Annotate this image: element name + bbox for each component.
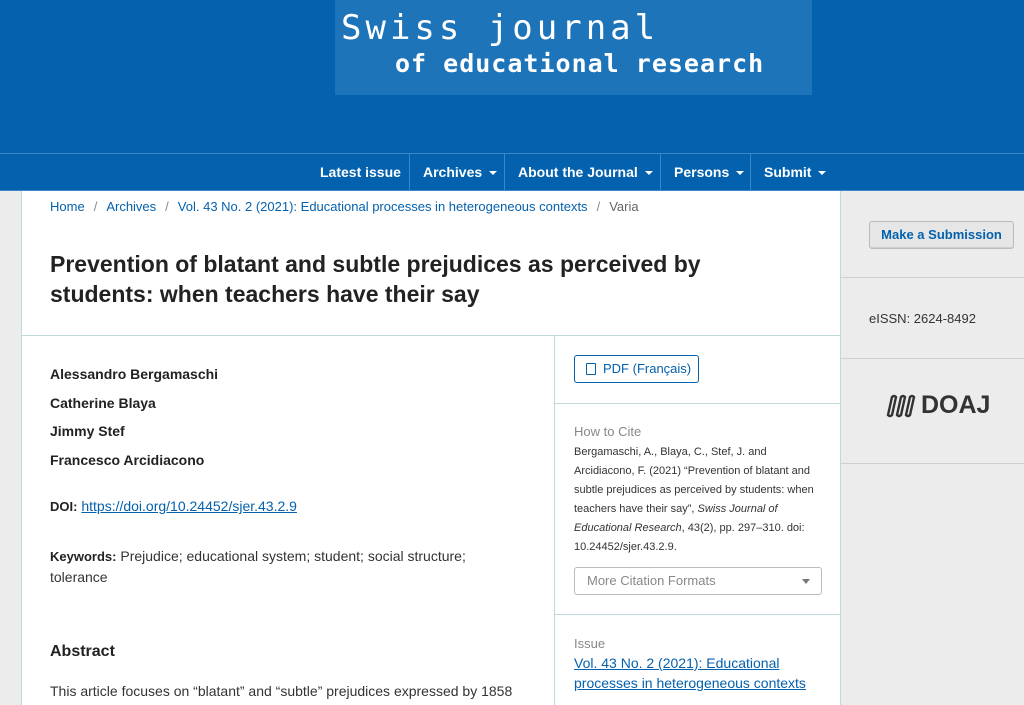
issue-label: Issue [574,636,606,651]
breadcrumb-issue[interactable]: Vol. 43 No. 2 (2021): Educational processes in heterogeneous contexts [177,199,588,214]
pdf-download-button[interactable] [574,355,699,383]
nav-separator [504,154,505,191]
main-content [21,191,841,705]
breadcrumb-archives[interactable]: Archives [106,199,157,214]
doi [50,498,297,514]
divider [555,614,841,615]
keywords-value: Prejudice; educational system; student; social structure; tolerance [50,548,466,585]
citation-part: Bergamaschi, A., Blaya, C., Stef, J. and Arcidiacono, F. (2021) “Prevention of blatant and subtle prejudices as perceived by students: when teachers have their say”, [574,446,814,515]
caret-down-icon [818,171,826,175]
primary-nav [0,153,1024,191]
divider [841,277,1024,278]
citation-journal: Swiss Journal of Educational Research [574,503,778,534]
breadcrumb-separator: / [596,199,601,214]
doaj-logo[interactable] [886,391,990,420]
column-divider [554,335,555,705]
author-name: Catherine Blaya [50,395,156,411]
breadcrumb [50,199,639,214]
eissn: eISSN: 2624-8492 [869,311,976,326]
site-header [0,0,1024,153]
caret-down-icon [489,171,497,175]
nav-persons[interactable]: Persons [674,154,744,191]
pdf-button-label: PDF (Français) [603,361,692,376]
divider [22,335,841,336]
breadcrumb-separator: / [165,199,169,214]
sidebar [841,191,1024,705]
divider [841,358,1024,359]
citation-part: , 43(2), pp. 297–310. doi: 10.24452/sjer.43.2.9. [574,522,805,553]
divider [555,403,841,404]
abstract-heading: Abstract [50,643,115,660]
doaj-text: DOAJ [921,391,991,419]
doaj-mark-icon [886,393,918,419]
nav-latest-issue[interactable]: Latest issue [320,164,401,180]
citation-formats-label: More Citation Formats [587,573,716,588]
author-name: Alessandro Bergamaschi [50,366,219,382]
divider [841,463,1024,464]
citation-formats-dropdown[interactable] [574,567,822,595]
caret-down-icon [736,171,744,175]
nav-submit[interactable]: Submit [764,154,826,191]
author-name: Francesco Arcidiacono [50,452,205,468]
issue-link[interactable]: Vol. 43 No. 2 (2021): Educational processes in heterogeneous contexts [574,655,806,691]
doi-link[interactable]: https://doi.org/10.24452/sjer.43.2.9 [81,498,297,514]
breadcrumb-current: Varia [609,199,639,214]
logo-line-1: Swiss journal [341,8,660,48]
keywords-label: Keywords: [50,549,117,564]
make-submission-button[interactable]: Make a Submission [869,221,1014,249]
breadcrumb-separator: / [93,199,98,214]
abstract-text: This article focuses on “blatant” and “subtle” prejudices expressed by 1858 [50,683,513,699]
nav-about-journal[interactable]: About the Journal [518,154,653,191]
article-title: Prevention of blatant and subtle prejudices as perceived by students: when teachers have their say [50,251,701,307]
logo-line-2: of educational research [395,49,765,78]
caret-down-icon [645,171,653,175]
citation-text [574,443,829,557]
nav-archives[interactable]: Archives [423,154,497,191]
breadcrumb-home[interactable]: Home [50,199,85,214]
file-pdf-icon [586,363,596,375]
nav-separator [660,154,661,191]
doi-label: DOI: [50,499,78,514]
journal-logo[interactable] [335,0,812,95]
nav-separator [409,154,410,191]
keywords [50,546,520,587]
chevron-down-icon [802,579,810,584]
how-to-cite-label: How to Cite [574,424,642,439]
nav-separator [750,154,751,191]
author-name: Jimmy Stef [50,423,125,439]
